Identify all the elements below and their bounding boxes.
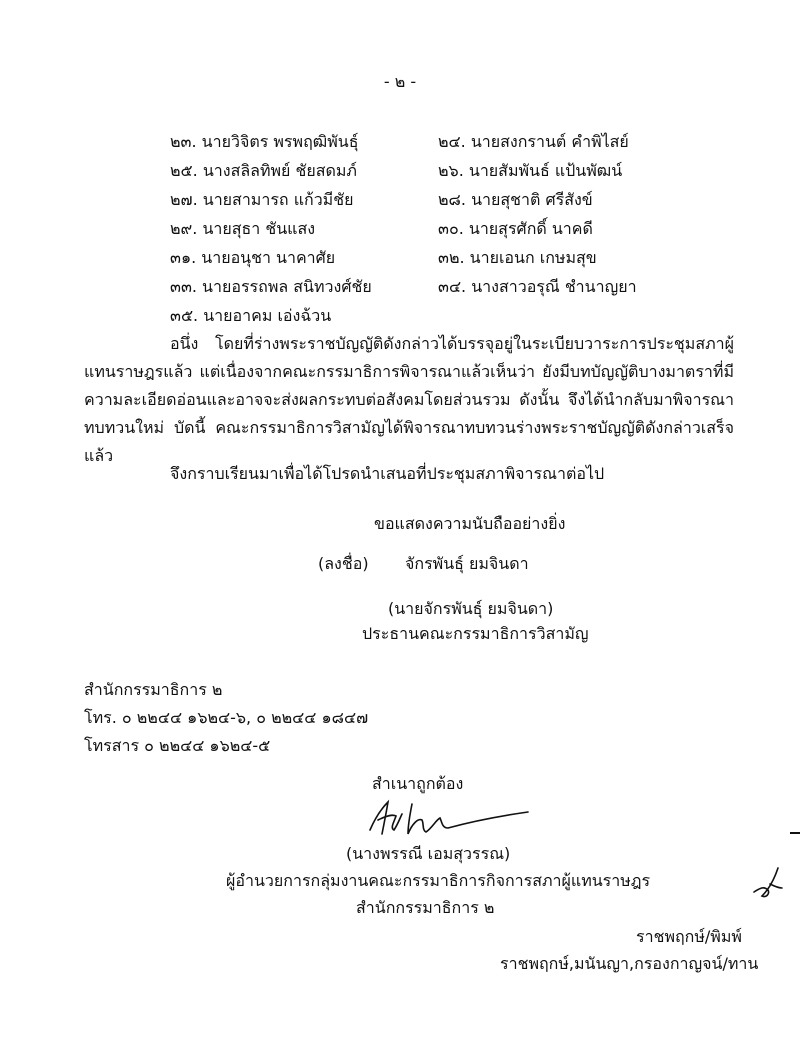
member-name: ๒๓. นายวิจิตร พรพฤฒิพันธุ์ <box>170 132 359 151</box>
page-number: - ๒ - <box>383 72 417 91</box>
member-name: ๓๑. นายอนุชา นาคาศัย <box>170 248 336 267</box>
typist-line: ราชพฤกษ์/พิมพ์ <box>636 927 742 946</box>
member-name: ๓๐. นายสุรศักดิ์ นาคดี <box>438 219 593 238</box>
signer-position: ประธานคณะกรรมาธิการวิสามัญ <box>362 624 589 643</box>
request-line: จึงกราบเรียนมาเพื่อได้โปรดนำเสนอที่ประชุมสภาพิจารณาต่อไป <box>170 464 605 483</box>
body-paragraph: อนึ่ง โดยที่ร่างพระราชบัญญัติดังกล่าวได้บรรจุอยู่ในระเบียบวาระการประชุมสภาผู้แทนราษฎรแล้ว แต่เนื่องจากคณะกรรมาธิการพิจารณาแล้วเห็นว่า ยังมีบทบัญญัติบางมาตราที่มีความละเอียดอ่อนและอาจจะส่งผลกระทบต่อสังคมโดยส่วนรวม ดังนั้น จึงได้นำกลับมาพิจารณาทบทวนใหม่ บัดนี้ คณะกรรมาธิการวิสามัญได้พิจารณาทบทวนร่างพระราชบัญญัติดังกล่าวเสร็จแล้ว <box>84 334 734 465</box>
page-edge-mark <box>790 832 800 834</box>
member-name: ๒๙. นายสุธา ชันแสง <box>170 219 316 238</box>
member-name: ๒๕. นางสลิลทิพย์ ชัยสดมภ์ <box>170 161 357 180</box>
signature-label: (ลงชื่อ) <box>318 554 369 573</box>
handwritten-signature <box>360 794 540 840</box>
closing-salutation: ขอแสดงความนับถืออย่างยิ่ง <box>374 514 566 533</box>
member-list <box>170 130 650 333</box>
member-row <box>170 188 650 217</box>
certifier-name: (นางพรรณี เอมสุวรรณ) <box>346 844 511 863</box>
certifier-position: ผู้อำนวยการกลุ่มงานคณะกรรมาธิการกิจการสภาผู้แทนราษฎร <box>226 871 651 890</box>
signer-full-name: (นายจักรพันธุ์ ยมจินดา) <box>388 599 554 618</box>
office-name: สำนักกรรมาธิการ ๒ <box>84 680 223 699</box>
member-row <box>170 304 650 333</box>
certified-copy-label: สำเนาถูกต้อง <box>372 774 464 793</box>
member-row <box>170 159 650 188</box>
member-row <box>170 275 650 304</box>
signer-name: จักรพันธุ์ ยมจินดา <box>405 554 529 573</box>
member-name: ๓๔. นางสาวอรุณี ชำนาญยา <box>438 277 637 296</box>
fax-line: โทรสาร ๐ ๒๒๔๔ ๑๖๒๔-๕ <box>84 736 271 755</box>
member-name: ๓๒. นายเอนก เกษมสุข <box>438 248 597 267</box>
initial-mark <box>748 862 788 902</box>
member-row <box>170 217 650 246</box>
member-row <box>170 130 650 159</box>
proofreader-line: ราชพฤกษ์,มนันญา,กรองกาญจน์/ทาน <box>500 954 759 973</box>
member-name: ๓๓. นายอรรถพล สนิทวงศ์ชัย <box>170 277 372 296</box>
member-name: ๓๕. นายอาคม เอ่งฉ้วน <box>170 306 332 325</box>
member-name: ๒๔. นายสงกรานต์ คำพิไสย์ <box>438 132 629 151</box>
member-row <box>170 246 650 275</box>
telephone-line: โทร. ๐ ๒๒๔๔ ๑๖๒๔-๖, ๐ ๒๒๔๔ ๑๘๔๗ <box>84 708 369 727</box>
member-name: ๒๗. นายสามารถ แก้วมีชัย <box>170 190 354 209</box>
certifier-office: สำนักกรรมาธิการ ๒ <box>356 898 495 917</box>
member-name: ๒๘. นายสุชาติ ศรีสังข์ <box>438 190 593 209</box>
member-name: ๒๖. นายสัมพันธ์ แป้นพัฒน์ <box>438 161 623 180</box>
